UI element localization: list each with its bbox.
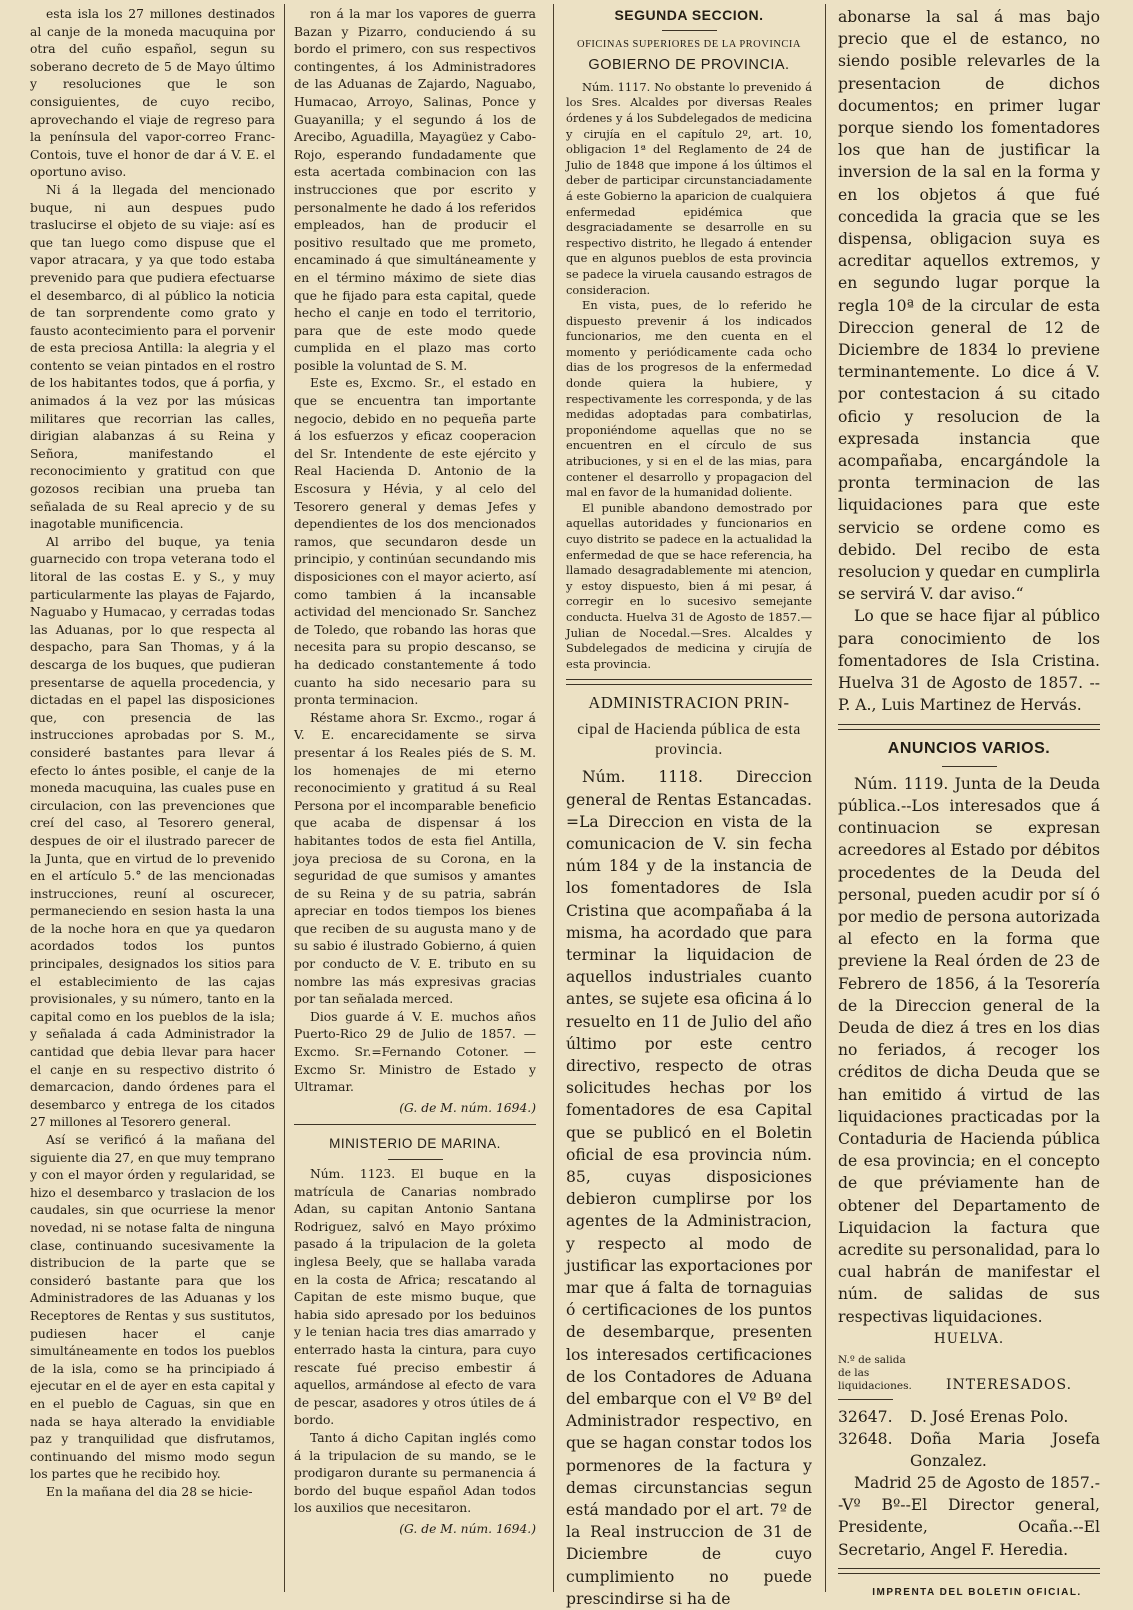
administracion-subheading: cipal de Hacienda pública de esta provincia. <box>577 721 801 759</box>
paragraph: esta isla los 27 millones destinados al canje de la moneda macuquina por otra del cuño español, segun su soberano decreto de 5 de Mayo último y resoluciones que le son consiguientes, de cuyo recibo, aprovechando el viaje de regreso para la península del vapor-correo Franc-Contois, tuve el honor de dar á V. E. el oportuno aviso. <box>30 7 275 180</box>
signature-paragraph: Dios guarde á V. E. muchos años Puerto-Rico 29 de Julio de 1857. —Excmo. Sr.=Fernando Cotoner. —Excmo Sr. Ministro de Estado y Ultramar. <box>294 1009 536 1095</box>
column-4 <box>838 6 1100 1598</box>
source-citation: (G. de M. núm. 1694.) <box>399 1100 536 1115</box>
section-divider <box>294 1124 536 1125</box>
section-divider <box>838 1568 1100 1574</box>
section-divider <box>566 679 812 685</box>
anuncios-heading: ANUNCIOS VARIOS. <box>887 739 1051 757</box>
paragraph: Núm. 1117. No obstante lo prevenido á los Sres. Alcaldes por diversas Reales órdenes y á los Subdelegados de medicina y cirujía en el capítulo 2º, art. 10, obligacion 1ª del Reglamento de 24 de Julio de 1848 que impone á los últimos el deber de participar circunstanciadamente á este Gobierno la aparicion de cualquiera enfermedad epidémica que desgraciadamente se desarrolle en su respectivo distrito, he llegado á entender que en algunos pueblos de esta provincia se padece la viruela causando estragos de consideracion. <box>566 79 812 297</box>
table-rule <box>838 1399 893 1400</box>
column-rule <box>825 4 826 1592</box>
salida-number: 32648. <box>838 1429 893 1448</box>
heading-rule <box>388 1159 443 1160</box>
col-label-salida: N.º de salida de las liquidaciones. <box>838 1353 912 1392</box>
ministerio-heading: MINISTERIO DE MARINA. <box>329 1136 501 1152</box>
administracion-heading: ADMINISTRACION PRIN- <box>588 693 790 713</box>
paragraph: En la mañana del dia 28 se hicie- <box>46 1484 253 1499</box>
paragraph: Ni á la llegada del mencionado buque, ni aun despues pudo traslucirse el objeto de su viaje: así es que tan luego como dispuse que el vapor atracara, y ya que todo estaba prevenido para que pudiera efectuarse el desembarco, di al público la noticia de tan sorprendente como grato y fausto acontecimiento para el porvenir de esta preciosa Antilla: la alegria y el contento se veian pintados en el rostro de los habitantes todos, que á porfia, y animados á la vez por las músicas militares que recorrian las calles, dirigian alabanzas á su Reina y Señora, manifestando el reconocimiento y gratitud con que gozosos recibian una prueba tan señalada de su Real aprecio y de su inagotable munificencia. <box>30 182 275 532</box>
table-row <box>838 1428 1100 1472</box>
interesado-name: D. José Erenas Polo. <box>910 1407 1069 1426</box>
column-3 <box>566 6 812 1608</box>
section-divider <box>838 724 1100 730</box>
salida-number: 32647. <box>838 1407 893 1426</box>
column-rule <box>553 4 554 1592</box>
segunda-seccion-heading: SEGUNDA SECCION. <box>614 7 764 23</box>
imprenta-footer: IMPRENTA DEL BOLETIN OFICIAL. <box>872 1586 1082 1598</box>
paragraph: Al arribo del buque, ya tenia guarnecido con tropa veterana todo el litoral de las costas E. y S., y muy particularmente las playas de Fajardo, Naguabo y Humacao, y cerradas todas las Aduanas, por lo que respecta al despacho, para San Thomas, y á la descarga de los buques, que pudieran presentarse de aquella procedencia, y dictadas en el papel las disposiciones que, con presencia de las instrucciones aprobadas por S. M., consideré bastantes para llevar á efecto lo ántes posible, el canje de la moneda macuquina, las cuales puse en circulacion, con las prevenciones que creí del caso, al Tesorero general, despues de oir el ilustrado parecer de la Junta, que en virtud de lo prevenido en el artículo 5.° de las mencionadas instrucciones, reuní al oscurecer, permaneciendo en sesion hasta la una de la noche hora en que ya quedaron acordados todos los puntos principales, designados los sitios para el establecimiento de las cajas provisionales, y su número, tanto en la capital como en los pueblos de la isla; y señalada á cada Administrador la cantidad que debia llevar para hacer el canje en su respectivo distrito ó demarcacion, dando órdenes para el desembarco y entrega de los citados 27 millones al Tesorero general. <box>30 534 275 1130</box>
huelva-label: HUELVA. <box>933 1330 1005 1347</box>
paragraph: Tanto á dicho Capitan inglés como á la tripulacion de su mando, se le prodigaron durante su permanencia á bordo del buque español Adan todos los auxilios que necesitaron. <box>294 1430 536 1516</box>
column-2 <box>294 6 536 1594</box>
oficinas-heading: OFICINAS SUPERIORES DE LA PROVINCIA <box>576 38 802 50</box>
col-label-interesados: INTERESADOS. <box>945 1376 1073 1393</box>
paragraph: El punible abandono demostrado por aquellas autoridades y funcionarios en cuyo distrito se padece en la actualidad la enfermedad de que se hace referencia, ha llamado desagradablemente mi atencion, y estoy dispuesto, bien á mi pesar, á corregir en lo sucesivo semejante conducta. Huelva 31 de Agosto de 1857.—Julian de Nocedal.—Sres. Alcaldes y Subdelegados de medicina y cirujía de esta provincia. <box>566 500 812 671</box>
table-header <box>838 1354 1100 1393</box>
paragraph: Núm. 1119. Junta de la Deuda pública.--Los interesados que á continuacion se expresan acreedores al Estado por débitos procedentes de la Deuda del personal, pueden acudir por sí ó por medio de persona autorizada al efecto en la forma que previene la Real órden de 23 de Febrero de 1856, á la Tesorería de la Direccion general de la Deuda de diez á tres en los dias no feriados, á recoger los créditos de dicha Deuda que se han emitido á virtud de las liquidaciones practicadas por la Contaduria de Hacienda pública de esa provincia; en el concepto de que préviamente han de obtener del Departamento de Liquidacion la factura que acredite su personalidad, para lo cual habrán de manifestar el núm. de salidas de sus respectivas liquidaciones. <box>838 774 1100 1326</box>
source-citation: (G. de M. núm. 1694.) <box>399 1521 536 1536</box>
paragraph: Así se verificó á la mañana del siguiente dia 27, en que muy temprano y con el mayor órden y regularidad, se hizo el desembarco y traslacion de los caudales, sin que ocurriese la menor novedad, ni se notase falta de ninguna clase, continuando sucesivamente la distribucion de la parte que se consideró bastante para que los Administradores de las Aduanas y los Receptores de Rentas y sus sustitutos, pudiesen hacer el canje simultáneamente en todos los pueblos de la isla, como se ha principiado á ejecutar en el de ayer en esta capital y en el pueblo de Caguas, sin que en nada se haya alterado la envidiable paz y tranquilidad que disfrutamos, continuando del mismo modo segun los partes que he recibido hoy. <box>30 1133 275 1482</box>
table-row <box>838 1406 1100 1428</box>
paragraph: Núm. 1118. Direccion general de Rentas Estancadas. =La Direccion en vista de la comunicacion de V. sin fecha núm 184 y de la instancia de los fomentadores de Isla Cristina que acompañaba á la misma, ha acordado que para terminar la liquidacion de aquellos industriales cuanto antes, se sujete esa oficina á lo resuelto en 11 de Julio del año último por este centro directivo, respecto de otras solicitudes hechas por los fomentadores de esa Capital que se publicó en el Boletin oficial de esa provincia núm. 85, cuyas disposiciones debieron cumplirse por los agentes de la Administracion, y respecto al modo de justificar las exportaciones por mar que á falta de tornaguias ó certificaciones de los puntos de desembarque, presenten los interesados certificaciones de los Contadores de Aduana del embarque con el Vº Bº del Administrador respectivo, en que se hagan constar todos los pormenores de la factura y demas circunstancias segun está mandado por el art. 7º de la Real instruccion de 31 de Diciembre de cuyo cumplimiento no puede prescindirse si ha de <box>566 768 812 1608</box>
heading-rule <box>662 30 717 31</box>
heading-rule <box>942 766 997 767</box>
gobierno-heading: GOBIERNO DE PROVINCIA. <box>588 57 790 74</box>
paragraph: Lo que se hace fijar al público para conocimiento de los fomentadores de Isla Cristina. Huelva 31 de Agosto de 1857. --P. A., Luis Martinez de Hervás. <box>838 607 1100 715</box>
column-rule <box>284 4 285 1592</box>
closing-paragraph: Madrid 25 de Agosto de 1857.--Vº Bº--El Director general, Presidente, Ocaña.--El Secretario, Angel F. Heredia. <box>838 1473 1100 1559</box>
paragraph: abonarse la sal á mas bajo precio que el de estanco, no siendo posible relevarles de la presentacion de dichos documentos; en primer lugar porque siendo los fomentadores los que han de justificar la inversion de la sal en la forma y en los objetos á que fué concedida la gracia que se les dispensa, obligacion suya es acreditar aquellos extremos, y en segundo lugar porque la regla 10ª de la circular de esta Direccion general de 12 de Diciembre de 1834 lo previene terminantemente. Lo dice á V. por contestacion á su citado oficio y resolucion de la expresada instancia que acompañaba, encargándole la pronta terminacion de las liquidaciones para que este servicio se ordene como es debido. Del recibo de esta resolucion y quedar en cumplirla se servirá V. dar aviso.“ <box>838 8 1100 604</box>
column-1 <box>30 6 275 1594</box>
paragraph: ron á la mar los vapores de guerra Bazan y Pizarro, conduciendo á su bordo el primero, con sus respectivos contingentes, á los Administradores de las Aduanas de Zajardo, Naguabo, Humacao, Arroyo, Salinas, Ponce y Guayanilla; y el segundo á los de Arecibo, Aguadilla, Mayagüez y Cabo-Rojo, esperando fundadamente que esta acertada combinacion con las instrucciones que por escrito y personalmente he dado á los referidos empleados, han de producir el positivo resultado que me prometo, encaminado á que simultáneamente y en el término máximo de siete dias que he fijado para esta capital, quede hecho el canje en todo el territorio, para que de este modo quede cumplida en el plazo mas corto posible la voluntad de S. M. <box>294 7 536 373</box>
paragraph: Este es, Excmo. Sr., el estado en que se encuentra tan importante negocio, debido en no pequeña parte á los esfuerzos y eficaz cooperacion del Sr. Intendente de este ejército y Real Hacienda D. Antonio de la Escosura y Hévia, y al celo del Tesorero general y demas Jefes y dependientes de los dos mencionados ramos, que secundaron desde un principio, y continúan secundando mis disposiciones con el mayor acierto, así como tambien á la incansable actividad del mencionado Sr. Sanchez de Toledo, que robando las horas que necesita para su propio descanso, se ha dedicado constantemente á todo cuanto ha sido necesario para su pronta terminacion. <box>294 376 536 708</box>
interesado-name: Doña Maria Josefa Gonzalez. <box>910 1429 1100 1470</box>
paragraph: Réstame ahora Sr. Excmo., rogar á V. E. encarecidamente se sirva presentar á los Reales piés de S. M. los homenajes de mi eterno reconocimiento y gratitud á su Real Persona por el incomparable beneficio que acaba de dispensar á los habitantes todos de esta fiel Antilla, joya preciosa de su Corona, en la seguridad de que sumisos y amantes de su Reina y de su patria, sabrán apreciar en todos tiempos los bienes que reciben de su augusta mano y de su sabio é ilustrado Gobierno, á quien por conducto de V. E. tributo en su nombre las más expresivas gracias por tan señalada merced. <box>294 710 536 1007</box>
paragraph: Núm. 1123. El buque en la matrícula de Canarias nombrado Adan, su capitan Antonio Santana Rodriguez, salvó en Mayo próximo pasado á la tripulacion de la goleta inglesa Beely, que se hallaba varada en la costa de Africa; rescatando al Capitan de este mismo buque, que habia sido apresado por los beduinos y le tenian hacia tres dias amarrado y enterrado hasta la cintura, para cuyo rescate fué preciso embestir á aquellos, armándose al efecto de vara de pescar, asadores y otros útiles de á bordo. <box>294 1167 536 1428</box>
paragraph: En vista, pues, de lo referido he dispuesto prevenir á los indicados funcionarios, me den cuenta en el momento y periódicamente cada ocho dias de los progresos de la enfermedad donde quiera la hubiere, y respectivamente les corresponda, y de las medidas adoptadas para combatirlas, proponiéndome aquellas que no se encuentren en el círculo de sus atribuciones, y si en el de las mias, para contener el desarrollo y propagacion del mal en favor de la humanidad doliente. <box>566 298 812 500</box>
